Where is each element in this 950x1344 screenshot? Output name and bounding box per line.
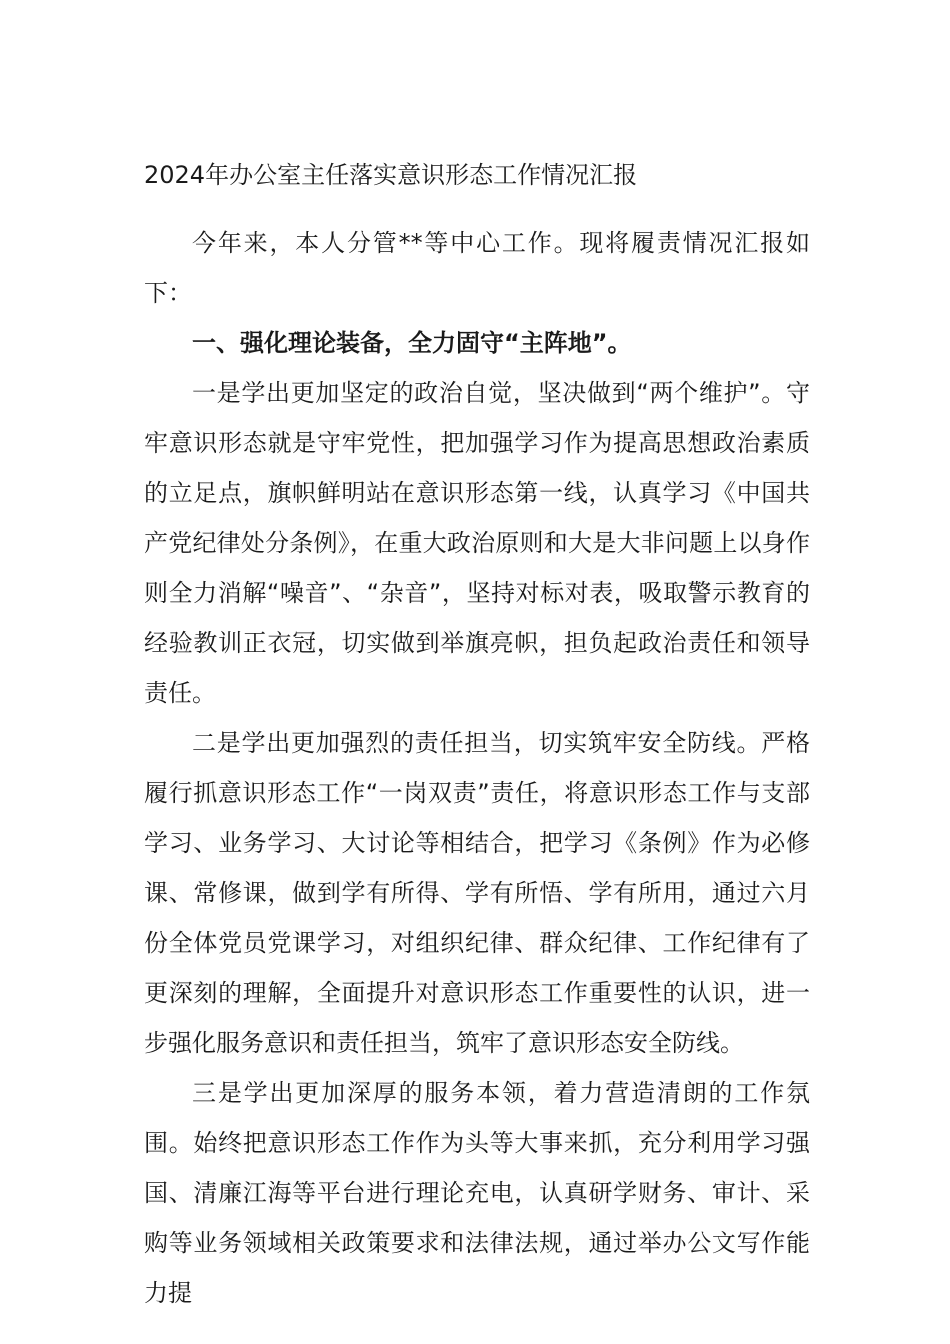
paragraph-point-three: 三是学出更加深厚的服务本领，着力营造清朗的工作氛围。始终把意识形态工作作为头等大事来抓，充分利用学习强国、清廉江海等平台进行理论充电，认真研学财务、审计、采购等业务领域相关政策要求和法律法规，通过举办公文写作能力提 bbox=[144, 1079, 810, 1307]
paragraph-point-one: 一是学出更加坚定的政治自觉，坚决做到“两个维护”。守牢意识形态就是守牢党性，把加强学习作为提高思想政治素质的立足点，旗帜鲜明站在意识形态第一线，认真学习《中国共产党纪律处分条例》，在重大政治原则和大是大非问题上以身作则全力消解“噪音”、“杂音”，坚持对标对表，吸取警示教育的经验教训正衣冠，切实做到举旗亮帜，担负起政治责任和领导责任。 bbox=[144, 379, 810, 707]
paragraph-point-two: 二是学出更加强烈的责任担当，切实筑牢安全防线。严格履行抓意识形态工作“一岗双责”责任，将意识形态工作与支部学习、业务学习、大讨论等相结合，把学习《条例》作为必修课、常修课，做到学有所得、学有所悟、学有所用，通过六月份全体党员党课学习，对组织纪律、群众纪律、工作纪律有了更深刻的理解，全面提升对意识形态工作重要性的认识，进一步强化服务意识和责任担当，筑牢了意识形态安全防线。 bbox=[144, 729, 810, 1057]
intro-paragraph: 今年来，本人分管**等中心工作。现将履责情况汇报如下： bbox=[144, 229, 810, 307]
section-heading: 一、强化理论装备，全力固守“主阵地”。 bbox=[192, 329, 632, 357]
document-body bbox=[144, 218, 810, 1318]
document-title: 2024年办公室主任落实意识形态工作情况汇报 bbox=[144, 161, 638, 189]
